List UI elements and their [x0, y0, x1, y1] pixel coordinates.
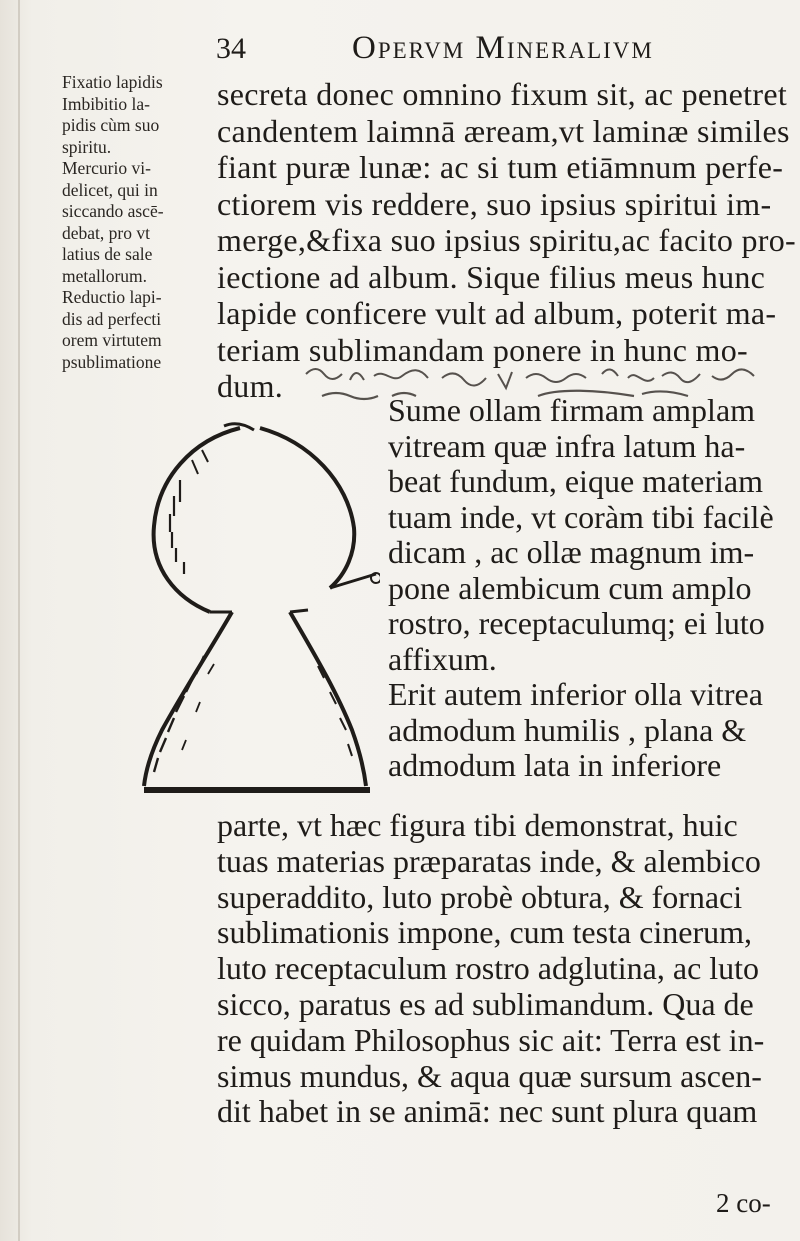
marginal-note-line: siccando ascē-	[62, 201, 164, 221]
text-line: Sume ollam firmam amplam	[388, 392, 756, 428]
text-line: merge,&fixa suo ipsius spiritu,ac facito pro-	[217, 222, 796, 258]
text-line: admodum humilis , plana &	[388, 711, 747, 748]
marginal-note-line: latius de sale	[62, 244, 153, 264]
text-line: sublimationis impone, cum testa cinerum,	[217, 914, 753, 951]
text-line: Erit autem inferior olla vitrea	[388, 676, 763, 712]
text-line: sicco, paratus es ad sublimandum. Qua de	[217, 985, 754, 1022]
marginal-note-line: orem virtutem	[62, 330, 162, 350]
marginal-note-line: Fixatio lapidis	[62, 72, 163, 92]
text-line: teriam sublimandam ponere in hunc mo-	[217, 331, 748, 368]
text-line: admodum lata in inferiore	[388, 747, 722, 783]
text-line: pone alembicum cum amplo	[388, 569, 752, 606]
text-line: fiant puræ lunæ: ac si tum etiāmnum perfe-	[217, 149, 784, 185]
text-line: vitream quæ infra latum ha-	[388, 427, 746, 464]
text-line: ctiorem vis reddere, suo ipsius spiritui im-	[217, 185, 772, 222]
text-line: lapide conficere vult ad album, poterit ma-	[217, 295, 777, 331]
marginal-note-line: Reductio lapi-	[62, 287, 162, 307]
text-line: dicam , ac ollæ magnum im-	[388, 534, 755, 570]
marginal-note-line: metallorum.	[62, 265, 148, 286]
text-line: tuam inde, vt coràm tibi facilè	[388, 498, 774, 535]
text-line: luto receptaculum rostro adglutina, ac luto	[217, 950, 760, 987]
binding-gutter	[18, 0, 20, 1241]
marginal-note-line: delicet, qui in	[62, 179, 158, 200]
text-line: secreta donec omnino fixum sit, ac penetret	[217, 76, 788, 112]
text-line: dum.	[217, 368, 284, 404]
marginal-note-line: debat, pro vt	[62, 222, 150, 243]
text-line: dit habet in se animā: nec sunt plura quam	[217, 1093, 758, 1130]
alembic-drawing	[140, 420, 380, 800]
running-head: Opervm Mineralivm	[352, 30, 654, 66]
marginal-note-line: pidis cùm suo	[62, 115, 160, 135]
page-header	[0, 30, 800, 70]
page-number: 34	[216, 32, 246, 65]
text-line: simus mundus, & aqua quæ sursum ascen-	[217, 1057, 762, 1094]
text-line: rostro, receptaculumq; ei luto	[388, 605, 765, 641]
body-text-upper	[217, 76, 796, 405]
marginal-notes	[62, 72, 212, 373]
text-line: affixum.	[388, 640, 497, 677]
text-line: parte, vt hæc figura tibi demonstrat, huic	[217, 807, 738, 843]
text-line: candentem laimnā æream,vt laminæ similes	[217, 112, 790, 149]
alembic-figure	[140, 420, 380, 800]
text-line: re quidam Philosophus sic ait: Terra est in-	[217, 1021, 765, 1058]
marginal-note-line: Imbibitio la-	[62, 93, 150, 114]
catchword: 2 co-	[716, 1188, 771, 1218]
body-text-beside-figure	[388, 393, 788, 784]
marginal-note-line: psublimatione	[62, 351, 162, 372]
text-line: superaddito, luto probè obtura, & fornaci	[217, 878, 743, 915]
text-line: tuas materias præparatas inde, & alembico	[217, 842, 761, 879]
text-line: beat fundum, eique materiam	[388, 463, 763, 499]
text-line: iectione ad album. Sique filius meus hunc	[217, 258, 766, 295]
marginal-note-line: Mercurio vi-	[62, 158, 151, 178]
marginal-note-line: spiritu.	[62, 136, 112, 157]
marginal-note-line: dis ad perfecti	[62, 308, 162, 329]
body-text-lower	[217, 808, 787, 1130]
